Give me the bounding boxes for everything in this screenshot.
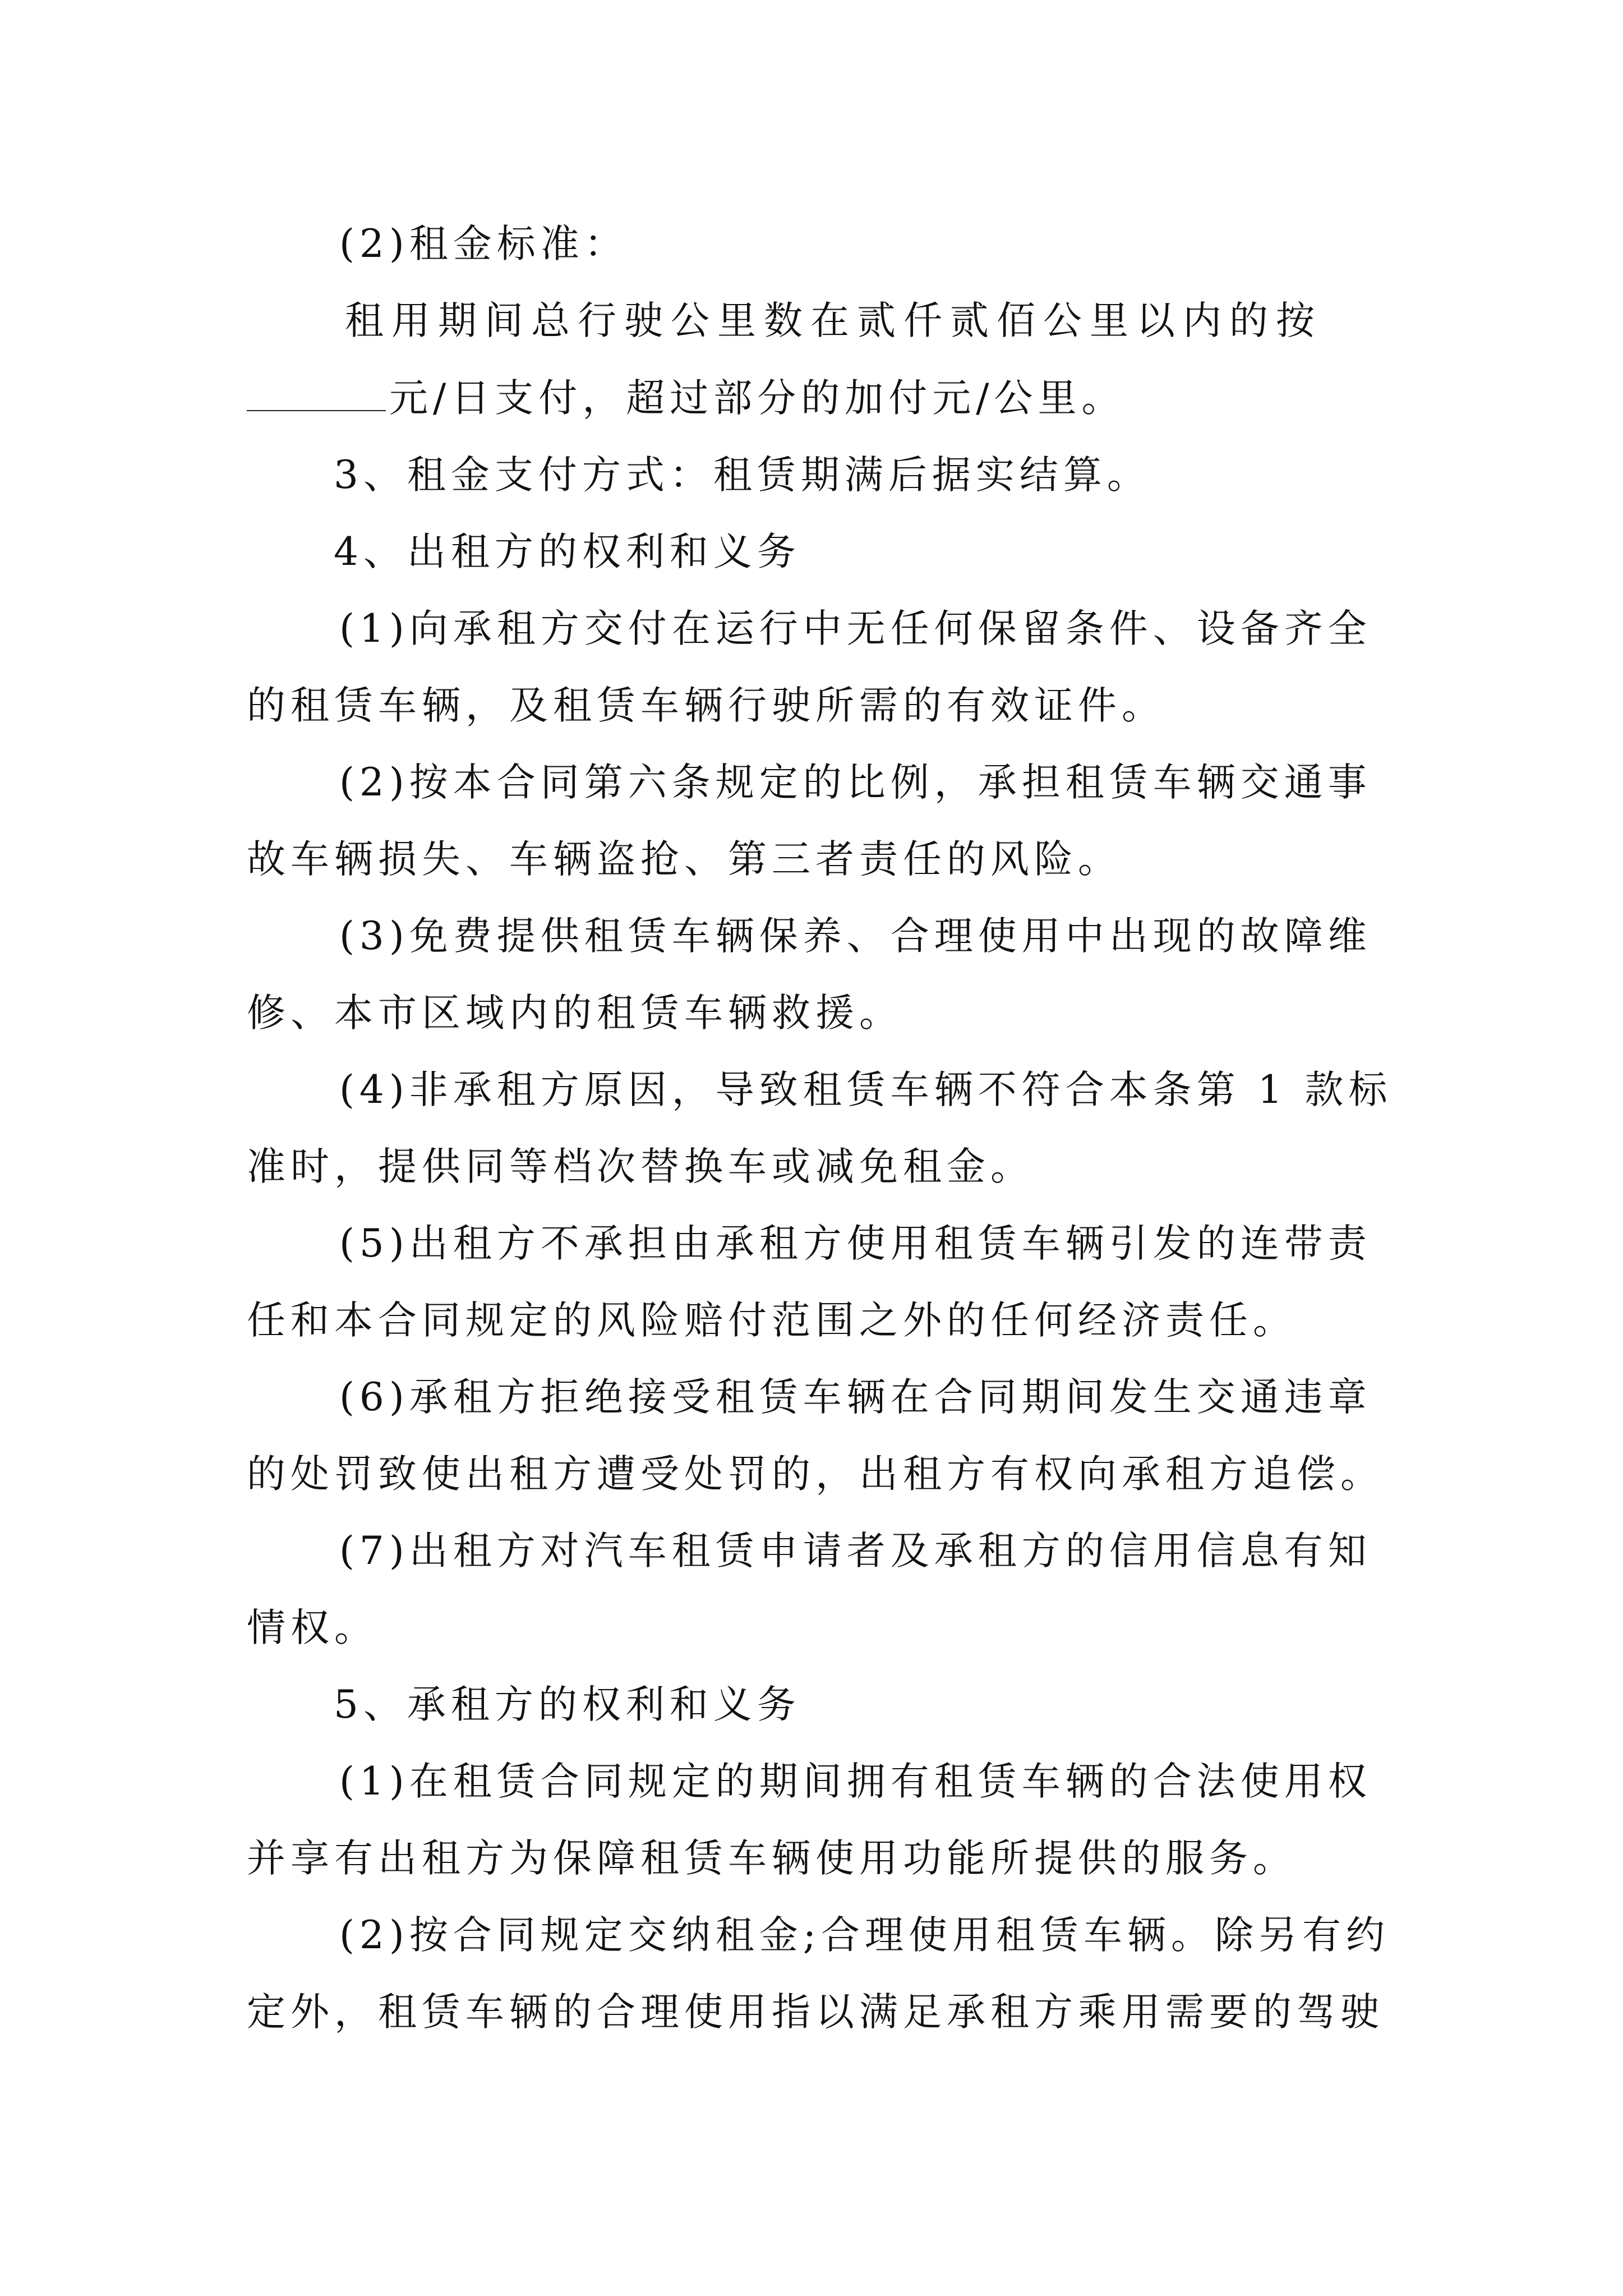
rent-standard-heading: (2)租金标准： (339, 222, 628, 266)
lessor-clause-6-line-2: 的处罚致使出租方遭受处罚的，出租方有权向承租方追偿。 (247, 1452, 1384, 1497)
lessor-clause-1-line-2: 的租赁车辆，及租赁车辆行驶所需的有效证件。 (247, 683, 1165, 728)
rent-standard-text-line-2-content: 元/日支付，超过部分的加付元/公里。 (389, 376, 1126, 421)
lessor-clause-6-line-1: (6)承租方拒绝接受租赁车辆在合同期间发生交通违章 (339, 1375, 1372, 1420)
lessor-clause-3-line-2: 修、本市区域内的租赁车辆救援。 (247, 991, 903, 1036)
lessee-clause-2-line-2: 定外，租赁车辆的合理使用指以满足承租方乘用需要的驾驶 (247, 1990, 1384, 2035)
lessor-clause-5-line-1: (5)出租方不承担由承租方使用租赁车辆引发的连带责 (339, 1221, 1372, 1266)
lessor-clause-3-line-1: (3)免费提供租赁车辆保养、合理使用中出现的故障维 (339, 914, 1372, 959)
lessor-clause-2-line-2: 故车辆损失、车辆盗抢、第三者责任的风险。 (247, 837, 1122, 882)
lessee-clause-1-line-2: 并享有出租方为保障租赁车辆使用功能所提供的服务。 (247, 1836, 1297, 1881)
lessor-clause-7-line-2: 情权。 (247, 1605, 378, 1650)
lessor-clause-7-line-1: (7)出租方对汽车租赁申请者及承租方的信用信息有知 (339, 1529, 1372, 1573)
lessor-clause-4-line-1: (4)非承租方原因，导致租赁车辆不符合本条第 1 款标 (339, 1068, 1393, 1112)
lessor-clause-5-line-2: 任和本合同规定的风险赔付范围之外的任何经济责任。 (247, 1298, 1297, 1343)
rent-standard-text-line-2 (247, 370, 1391, 426)
blank-fill-line (247, 373, 386, 411)
lessee-rights-heading: 5、承租方的权利和义务 (334, 1682, 801, 1727)
lessor-clause-2-line-1: (2)按本合同第六条规定的比例，承担租赁车辆交通事 (339, 760, 1372, 805)
lessee-clause-2-line-1: (2)按合同规定交纳租金;合理使用租赁车辆。除另有约 (339, 1913, 1390, 1958)
lessor-rights-heading: 4、出租方的权利和义务 (334, 530, 801, 574)
lessor-clause-4-line-2: 准时，提供同等档次替换车或减免租金。 (247, 1144, 1034, 1189)
rent-standard-text-line-1: 租用期间总行驶公里数在贰仟贰佰公里以内的按 (345, 298, 1322, 343)
lessor-clause-1-line-1: (1)向承租方交付在运行中无任何保留条件、设备齐全 (339, 606, 1372, 651)
payment-method-clause: 3、租金支付方式：租赁期满后据实结算。 (334, 453, 1151, 498)
lessee-clause-1-line-1: (1)在租赁合同规定的期间拥有租赁车辆的合法使用权 (339, 1759, 1372, 1804)
